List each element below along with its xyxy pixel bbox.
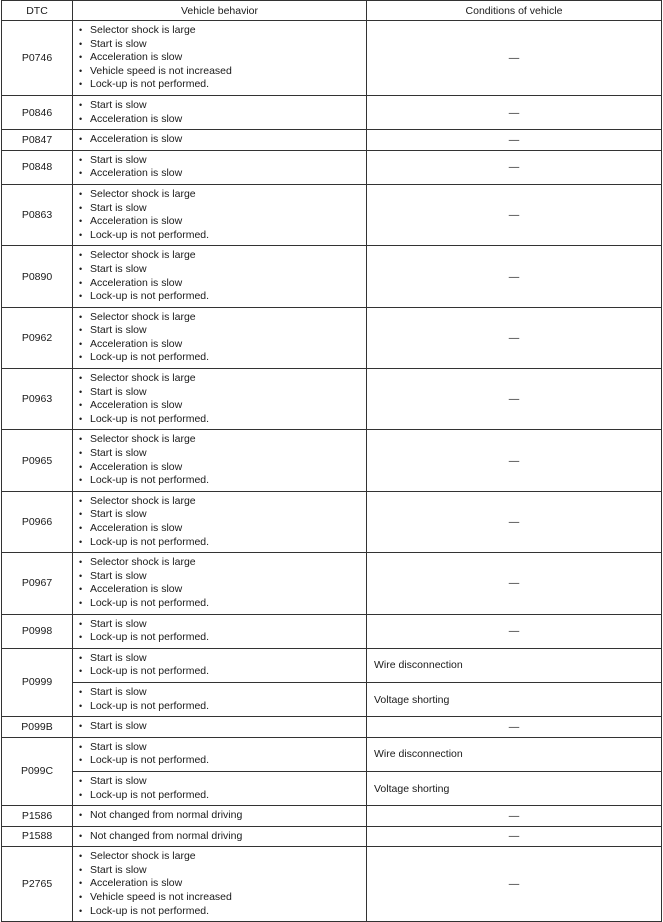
condition-cell: Wire disconnection	[367, 737, 662, 771]
behavior-item: • Selector shock is large	[79, 249, 366, 263]
table-row	[2, 246, 662, 307]
dtc-code: P0890	[2, 246, 73, 307]
dtc-code: P0846	[2, 95, 73, 129]
behavior-item: • Selector shock is large	[79, 24, 366, 38]
header-dtc: DTC	[2, 1, 73, 21]
behavior-item: • Acceleration is slow	[79, 277, 366, 291]
dtc-code: P0746	[2, 21, 73, 96]
dtc-code: P1586	[2, 806, 73, 827]
behavior-item: • Start is slow	[79, 570, 366, 584]
condition-cell: —	[367, 553, 662, 614]
behavior-item: • Acceleration is slow	[79, 522, 366, 536]
dtc-code: P0962	[2, 307, 73, 368]
vehicle-behavior-cell	[73, 648, 367, 682]
behavior-item: • Acceleration is slow	[79, 461, 366, 475]
behavior-item: • Not changed from normal driving	[79, 809, 366, 823]
behavior-item: • Selector shock is large	[79, 433, 366, 447]
condition-cell: —	[367, 614, 662, 648]
dtc-code: P0847	[2, 130, 73, 151]
behavior-item: • Start is slow	[79, 447, 366, 461]
behavior-list	[73, 96, 366, 129]
behavior-item: • Acceleration is slow	[79, 338, 366, 352]
condition-cell: Wire disconnection	[367, 648, 662, 682]
behavior-list	[73, 246, 366, 306]
table-row	[2, 150, 662, 184]
condition-cell: —	[367, 246, 662, 307]
behavior-item: • Lock-up is not performed.	[79, 290, 366, 304]
behavior-list	[73, 806, 366, 826]
behavior-item: • Start is slow	[79, 263, 366, 277]
vehicle-behavior-cell	[73, 553, 367, 614]
behavior-item: • Lock-up is not performed.	[79, 536, 366, 550]
behavior-item: • Lock-up is not performed.	[79, 78, 366, 92]
behavior-list	[73, 308, 366, 368]
behavior-item: • Acceleration is slow	[79, 133, 366, 147]
vehicle-behavior-cell	[73, 614, 367, 648]
behavior-item: • Start is slow	[79, 324, 366, 338]
condition-cell: Voltage shorting	[367, 682, 662, 716]
condition-cell: Voltage shorting	[367, 771, 662, 805]
behavior-list	[73, 683, 366, 716]
condition-cell: —	[367, 150, 662, 184]
vehicle-behavior-cell	[73, 184, 367, 245]
behavior-list	[73, 369, 366, 429]
condition-cell: —	[367, 307, 662, 368]
vehicle-behavior-cell	[73, 369, 367, 430]
behavior-item: • Lock-up is not performed.	[79, 474, 366, 488]
behavior-item: • Start is slow	[79, 741, 366, 755]
header-row	[2, 1, 662, 21]
table-row	[2, 21, 662, 96]
behavior-item: • Lock-up is not performed.	[79, 351, 366, 365]
table-row	[2, 130, 662, 151]
behavior-item: • Selector shock is large	[79, 495, 366, 509]
table-row	[2, 307, 662, 368]
behavior-item: • Lock-up is not performed.	[79, 905, 366, 919]
vehicle-behavior-cell	[73, 717, 367, 738]
behavior-item: • Acceleration is slow	[79, 215, 366, 229]
dtc-code: P0863	[2, 184, 73, 245]
vehicle-behavior-cell	[73, 771, 367, 805]
table-row	[2, 771, 662, 805]
behavior-item: • Start is slow	[79, 154, 366, 168]
condition-cell: —	[367, 826, 662, 847]
behavior-list	[73, 615, 366, 648]
table-row	[2, 553, 662, 614]
behavior-item: • Acceleration is slow	[79, 167, 366, 181]
vehicle-behavior-cell	[73, 21, 367, 96]
behavior-list	[73, 151, 366, 184]
dtc-code: P1588	[2, 826, 73, 847]
behavior-list	[73, 738, 366, 771]
behavior-item: • Start is slow	[79, 652, 366, 666]
behavior-list	[73, 827, 366, 847]
table-row	[2, 184, 662, 245]
dtc-table	[1, 0, 662, 922]
condition-cell: —	[367, 130, 662, 151]
dtc-code: P0965	[2, 430, 73, 491]
behavior-item: • Start is slow	[79, 864, 366, 878]
header-vehicle-behavior: Vehicle behavior	[73, 1, 367, 21]
table-row	[2, 369, 662, 430]
dtc-code: P099B	[2, 717, 73, 738]
vehicle-behavior-cell	[73, 430, 367, 491]
condition-cell: —	[367, 369, 662, 430]
behavior-list	[73, 185, 366, 245]
behavior-item: • Start is slow	[79, 99, 366, 113]
behavior-item: • Selector shock is large	[79, 556, 366, 570]
behavior-item: • Start is slow	[79, 202, 366, 216]
vehicle-behavior-cell	[73, 130, 367, 151]
condition-cell: —	[367, 21, 662, 96]
condition-cell: —	[367, 184, 662, 245]
vehicle-behavior-cell	[73, 682, 367, 716]
vehicle-behavior-cell	[73, 307, 367, 368]
vehicle-behavior-cell	[73, 847, 367, 922]
behavior-list	[73, 492, 366, 552]
behavior-item: • Start is slow	[79, 775, 366, 789]
behavior-list	[73, 553, 366, 613]
behavior-item: • Selector shock is large	[79, 188, 366, 202]
dtc-code: P0998	[2, 614, 73, 648]
vehicle-behavior-cell	[73, 95, 367, 129]
behavior-item: • Start is slow	[79, 720, 366, 734]
behavior-item: • Lock-up is not performed.	[79, 597, 366, 611]
dtc-code: P0966	[2, 491, 73, 552]
behavior-item: • Start is slow	[79, 618, 366, 632]
behavior-item: • Lock-up is not performed.	[79, 665, 366, 679]
condition-cell: —	[367, 491, 662, 552]
table-body	[2, 21, 662, 922]
behavior-item: • Start is slow	[79, 508, 366, 522]
behavior-list	[73, 847, 366, 921]
table-row	[2, 826, 662, 847]
table-row	[2, 491, 662, 552]
behavior-list	[73, 717, 366, 737]
behavior-item: • Lock-up is not performed.	[79, 631, 366, 645]
condition-cell: —	[367, 717, 662, 738]
behavior-list	[73, 649, 366, 682]
behavior-item: • Not changed from normal driving	[79, 830, 366, 844]
condition-cell: —	[367, 847, 662, 922]
vehicle-behavior-cell	[73, 806, 367, 827]
behavior-item: • Start is slow	[79, 686, 366, 700]
behavior-item: • Acceleration is slow	[79, 877, 366, 891]
behavior-item: • Start is slow	[79, 386, 366, 400]
behavior-item: • Vehicle speed is not increased	[79, 65, 366, 79]
behavior-item: • Lock-up is not performed.	[79, 789, 366, 803]
condition-cell: —	[367, 806, 662, 827]
behavior-item: • Acceleration is slow	[79, 399, 366, 413]
condition-cell: —	[367, 95, 662, 129]
behavior-item: • Vehicle speed is not increased	[79, 891, 366, 905]
table-row	[2, 95, 662, 129]
behavior-item: • Lock-up is not performed.	[79, 413, 366, 427]
dtc-code: P0963	[2, 369, 73, 430]
table-row	[2, 847, 662, 922]
table-row	[2, 682, 662, 716]
behavior-list	[73, 430, 366, 490]
dtc-code: P0967	[2, 553, 73, 614]
behavior-item: • Acceleration is slow	[79, 583, 366, 597]
behavior-item: • Acceleration is slow	[79, 51, 366, 65]
behavior-list	[73, 130, 366, 150]
behavior-item: • Lock-up is not performed.	[79, 700, 366, 714]
behavior-item: • Selector shock is large	[79, 372, 366, 386]
behavior-item: • Lock-up is not performed.	[79, 754, 366, 768]
dtc-code: P099C	[2, 737, 73, 805]
table-row	[2, 737, 662, 771]
behavior-item: • Lock-up is not performed.	[79, 229, 366, 243]
vehicle-behavior-cell	[73, 737, 367, 771]
table-row	[2, 648, 662, 682]
vehicle-behavior-cell	[73, 491, 367, 552]
vehicle-behavior-cell	[73, 246, 367, 307]
behavior-list	[73, 21, 366, 95]
vehicle-behavior-cell	[73, 826, 367, 847]
behavior-item: • Acceleration is slow	[79, 113, 366, 127]
dtc-code: P0848	[2, 150, 73, 184]
table-row	[2, 717, 662, 738]
vehicle-behavior-cell	[73, 150, 367, 184]
behavior-list	[73, 772, 366, 805]
table-row	[2, 430, 662, 491]
dtc-code: P0999	[2, 648, 73, 716]
dtc-code: P2765	[2, 847, 73, 922]
behavior-item: • Start is slow	[79, 38, 366, 52]
condition-cell: —	[367, 430, 662, 491]
header-conditions-of-vehicle: Conditions of vehicle	[367, 1, 662, 21]
behavior-item: • Selector shock is large	[79, 311, 366, 325]
behavior-item: • Selector shock is large	[79, 850, 366, 864]
table-row	[2, 614, 662, 648]
table-row	[2, 806, 662, 827]
